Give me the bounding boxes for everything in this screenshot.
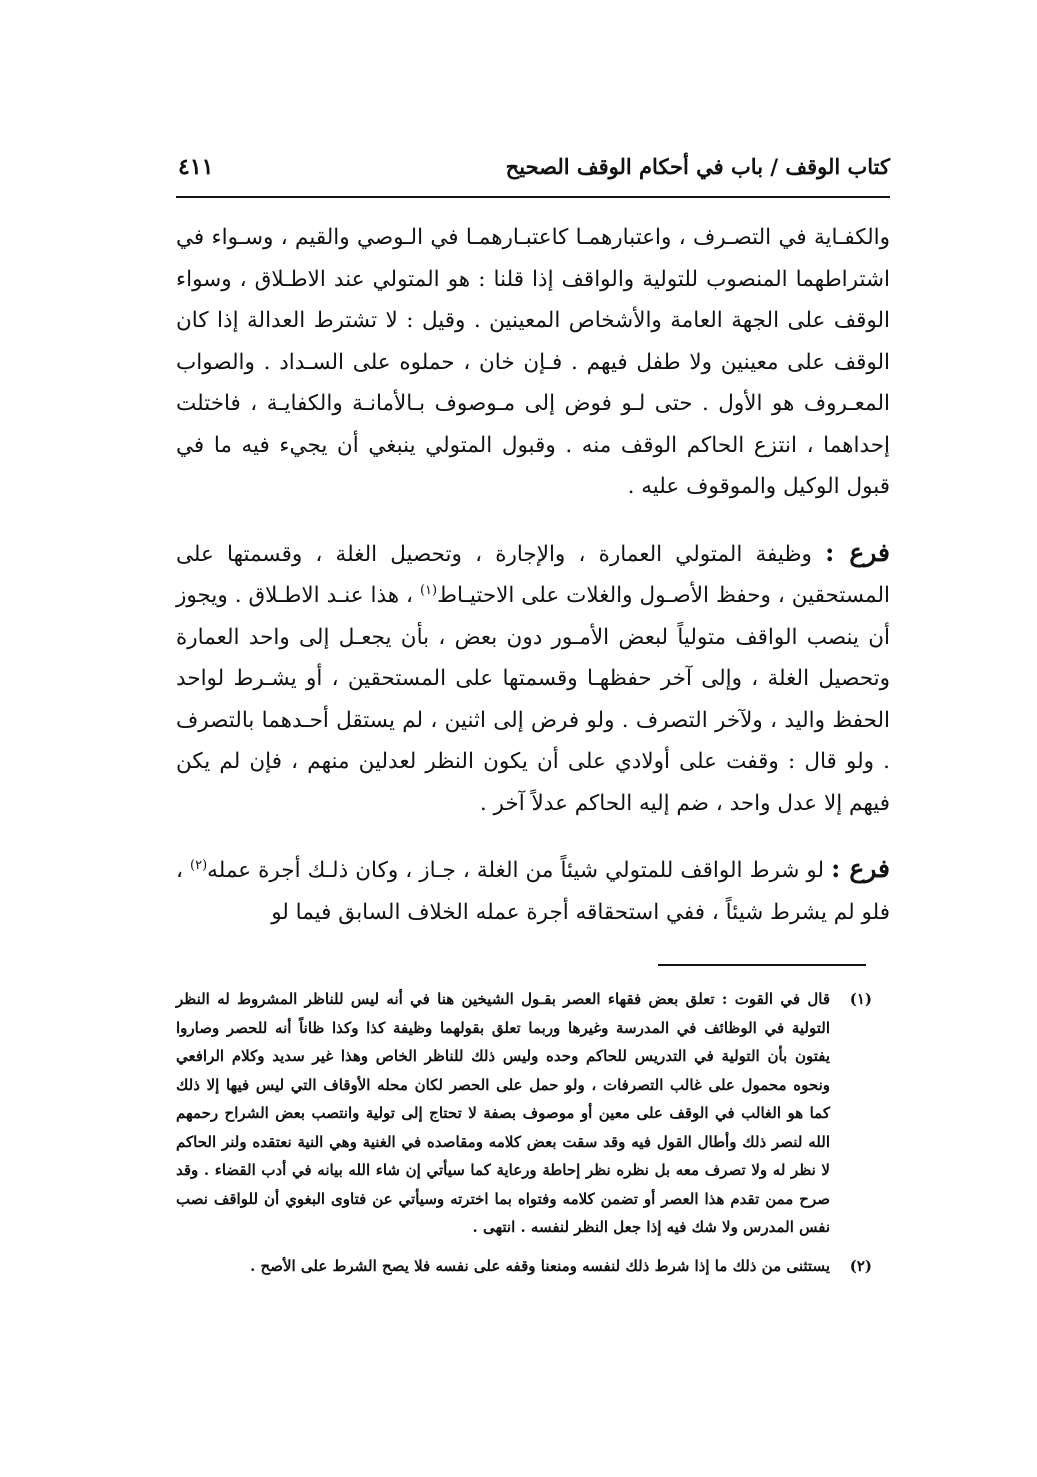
paragraph-2-text-b: ، هذا عنـد الاطـلاق . ويجوز أن ينصب الواقف متولياً لبعض الأمـور دون بعض ، بأن يجعـل إلى واحد العمارة وتحصيل الغلة ، وإلى آخر حفظهـا وقسمتها على المستحقين ، أو يشـرط لواحد الحفظ واليد ، ولآخر التصرف . ولو فرض إلى اثنين ، لم يستقل أحـدهما بالتصرف . ولو قال : وقفت على أولادي على أن يكون النظر لعدلين منهم ، فإن لم يكن فيهم إلا عدل واحد ، ضم إليه الحاكم عدلاً آخر . [176, 583, 890, 816]
paragraph-3 [176, 848, 890, 933]
footnote-1 [176, 985, 872, 1242]
running-title: كتاب الوقف / باب في أحكام الوقف الصحيح [505, 154, 890, 179]
footnote-ref-1[interactable]: (١) [419, 582, 438, 598]
page-header [176, 150, 890, 190]
footnote-divider [658, 964, 866, 966]
paragraph-3-text-a: لو شرط الواقف للمتولي شيئاً من الغلة ، جـاز ، وكان ذلـك أجرة عمله [207, 858, 832, 883]
paragraph-2-lead: فرع : [825, 537, 890, 567]
paragraph-1: والكفـاية في التصـرف ، واعتبارهمـا كاعتبـارهمـا في الـوصي والقيم ، وسـواء في اشتراطهما المنصوب للتولية والواقف إذا قلنا : هو المتولي عند الاطـلاق ، وسواء الوقف على الجهة العامة والأشخاص المعينين . وقيل : لا تشترط العدالة إذا كان الوقف على معينين ولا طفل فيهم . فـإن خان ، حملوه على السـداد . والصواب المعـروف هو الأول . حتى لـو فوض إلى مـوصوف بـالأمانـة والكفايـة ، فاختلت إحداهما ، انتزع الحاكم الوقف منه . وقبول المتولي ينبغي أن يجيء فيه ما في قبول الوكيل والموقوف عليه . [176, 225, 890, 499]
page-number: ٤١١ [178, 154, 214, 180]
main-text [176, 217, 890, 933]
footnotes [176, 985, 872, 1280]
footnote-text: يستثنى من ذلك ما إذا شرط ذلك لنفسه ومنعنا وقفه على نفسه فلا يصح الشرط على الأصح . [250, 1256, 830, 1275]
paragraph-3-text-b: ، فلو لم يشرط شيئاً ، ففي استحقاقه أجرة عمله الخلاف السابق فيما لو [176, 858, 890, 925]
footnote-2 [176, 1252, 872, 1281]
paragraph-2 [176, 532, 890, 825]
footnote-number: (٢) [849, 1256, 872, 1275]
footnote-number: (١) [849, 990, 872, 1008]
footnote-text: قال في القوت : تعلق بعض فقهاء العصر بقـول الشيخين هنا في أنه ليس للناظر المشروط له النظر التولية في الوظائف في المدرسة وغيرها وربما تعلق بقولهما وظيفة كذا وكذا ظاناً أنه للحصر وصاروا يفتون بأن التولية في التدريس للحاكم وحده وليس ذلك للناظر الخاص وهذا غير سديد وكلام الرافعي ونحوه محمول على غالب التصرفات ، ولو حمل على الحصر لكان محله الأوقاف التي ليس فيها إلا ذلك كما هو الغالب في الوقف على معين أو موصوف بصفة لا تحتاج إلى تولية وانتصب بعض الشراح رحمهم الله لنصر ذلك وأطال القول فيه وقد سقت بعض كلامه ومقاصده في الغنية وهي النية نعتقده ولنر الحاكم لا نظر له ولا تصرف معه بل نظره نظر إحاطة ورعاية كما سيأتي إن شاء الله بيانه في أدب القضاء . وقد صرح ممن تقدم هذا العصر أو تضمن كلامه وفتواه بما اخترته وسيأتي عن فتاوى البغوي أن للواقف نصب نفس المدرس ولا شك فيه إذا جعل النظر لنفسه . انتهى . [176, 990, 830, 1236]
footnote-ref-2[interactable]: (٢) [190, 857, 208, 873]
paragraph-3-lead: فرع : [831, 854, 891, 883]
header-divider [176, 196, 890, 198]
paragraph-2-text-a: وظيفة المتولي العمارة ، والإجارة ، وتحصيل الغلة ، وقسمتها على المستحقين ، وحفظ الأصـول والغلات على الاحتيـاط [176, 541, 890, 608]
